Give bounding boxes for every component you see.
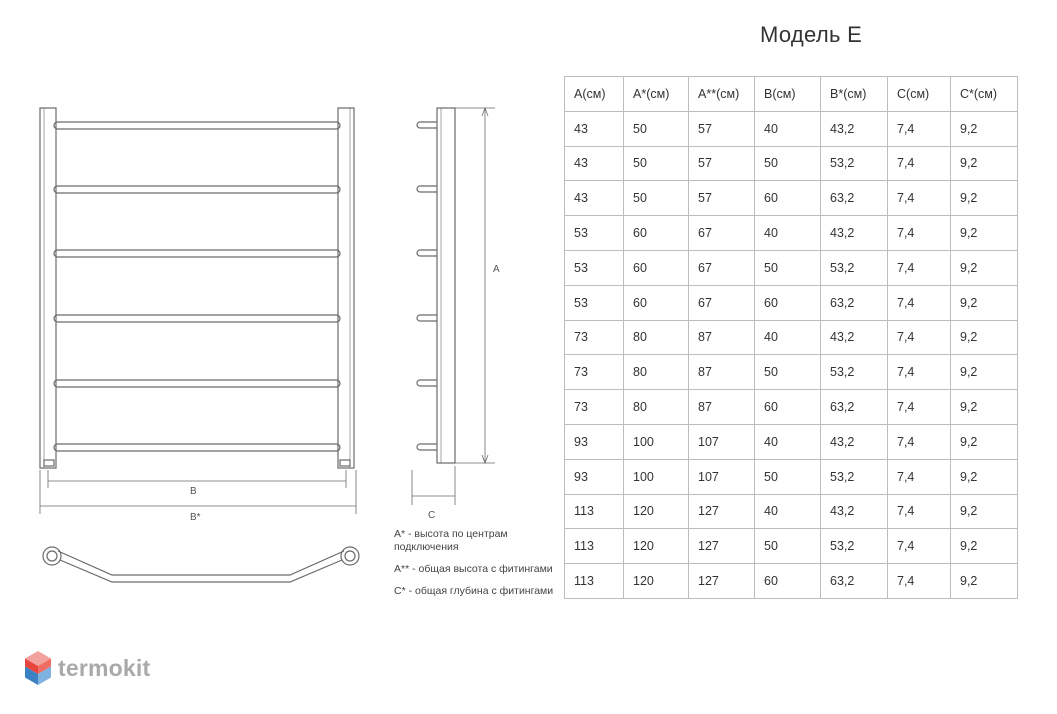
table-cell: 127 [689, 564, 755, 599]
table-cell: 40 [755, 494, 821, 529]
table-cell: 7,4 [888, 181, 951, 216]
table-row [565, 216, 1018, 251]
note-c-star: C* - общая глубина с фитингами [394, 585, 554, 597]
table-cell: 53 [565, 250, 624, 285]
table-row [565, 181, 1018, 216]
table-cell: 7,4 [888, 146, 951, 181]
table-cell: 7,4 [888, 250, 951, 285]
table-cell: 40 [755, 320, 821, 355]
table-cell: 43 [565, 111, 624, 146]
table-cell: 87 [689, 320, 755, 355]
front-view [40, 108, 356, 514]
table-cell: 93 [565, 424, 624, 459]
table-cell: 53 [565, 216, 624, 251]
table-row [565, 355, 1018, 390]
table-cell: 43 [565, 181, 624, 216]
table-cell: 60 [755, 564, 821, 599]
table-cell: 9,2 [951, 111, 1018, 146]
table-cell: 120 [624, 529, 689, 564]
table-cell: 93 [565, 459, 624, 494]
table-cell: 53,2 [821, 355, 888, 390]
table-cell: 9,2 [951, 320, 1018, 355]
table-cell: 7,4 [888, 355, 951, 390]
table-cell: 63,2 [821, 285, 888, 320]
table-cell: 57 [689, 181, 755, 216]
table-row [565, 250, 1018, 285]
table-cell: 43,2 [821, 424, 888, 459]
table-cell: 120 [624, 494, 689, 529]
table-cell: 53,2 [821, 146, 888, 181]
model-title: Модель E [760, 22, 863, 47]
table-cell: 57 [689, 111, 755, 146]
table-cell: 50 [755, 529, 821, 564]
table-cell: 113 [565, 494, 624, 529]
table-cell: 107 [689, 424, 755, 459]
note-a-star: A* - высота по центрам подключения [394, 528, 508, 553]
table-cell: 9,2 [951, 529, 1018, 564]
header-b: B(см) [755, 77, 821, 112]
logo-hexagon-icon [24, 650, 52, 686]
table-cell: 7,4 [888, 320, 951, 355]
table-cell: 53,2 [821, 459, 888, 494]
table-cell: 7,4 [888, 459, 951, 494]
table-cell: 60 [624, 250, 689, 285]
table-cell: 9,2 [951, 564, 1018, 599]
header-a-double-star: A**(см) [689, 77, 755, 112]
logo-text: termokit [58, 654, 151, 681]
table-cell: 60 [624, 216, 689, 251]
table-cell: 50 [755, 459, 821, 494]
table-cell: 80 [624, 355, 689, 390]
termokit-logo [24, 650, 150, 686]
table-cell: 50 [755, 355, 821, 390]
table-cell: 80 [624, 320, 689, 355]
table-cell: 67 [689, 250, 755, 285]
table-cell: 50 [755, 146, 821, 181]
table-cell: 43,2 [821, 494, 888, 529]
table-cell: 127 [689, 494, 755, 529]
table-cell: 43,2 [821, 320, 888, 355]
table-cell: 40 [755, 424, 821, 459]
table-cell: 60 [624, 285, 689, 320]
table-row [565, 529, 1018, 564]
table-cell: 73 [565, 320, 624, 355]
table-cell: 7,4 [888, 390, 951, 425]
table-cell: 57 [689, 146, 755, 181]
dimension-b-star-label: B* [190, 512, 201, 523]
side-view [412, 108, 495, 505]
table-cell: 9,2 [951, 250, 1018, 285]
table-cell: 113 [565, 529, 624, 564]
table-cell: 127 [689, 529, 755, 564]
notes [394, 528, 554, 607]
table-row [565, 285, 1018, 320]
dimension-c-label: C [428, 510, 436, 521]
table-cell: 50 [624, 146, 689, 181]
table-cell: 40 [755, 216, 821, 251]
table-row [565, 459, 1018, 494]
table-cell: 67 [689, 216, 755, 251]
table-cell: 9,2 [951, 146, 1018, 181]
table-cell: 100 [624, 424, 689, 459]
header-a-star: A*(см) [624, 77, 689, 112]
table-cell: 50 [624, 111, 689, 146]
table-cell: 7,4 [888, 216, 951, 251]
table-cell: 87 [689, 390, 755, 425]
dimensions-table [564, 76, 1018, 599]
dimension-a-label: A [493, 264, 500, 275]
rails [54, 122, 340, 451]
table-cell: 63,2 [821, 390, 888, 425]
header-b-star: B*(см) [821, 77, 888, 112]
table-cell: 73 [565, 390, 624, 425]
table-cell: 43 [565, 146, 624, 181]
top-view [43, 547, 359, 582]
table-cell: 50 [755, 250, 821, 285]
rail-stubs [417, 122, 437, 450]
note-a-double-star: A** - общая высота с фитингами [394, 563, 553, 575]
table-cell: 63,2 [821, 564, 888, 599]
table-cell: 9,2 [951, 181, 1018, 216]
table-row [565, 494, 1018, 529]
table-row [565, 320, 1018, 355]
table-cell: 80 [624, 390, 689, 425]
table-cell: 67 [689, 285, 755, 320]
table-cell: 9,2 [951, 459, 1018, 494]
table-cell: 53 [565, 285, 624, 320]
table-cell: 100 [624, 459, 689, 494]
table-cell: 7,4 [888, 285, 951, 320]
table-row [565, 146, 1018, 181]
table-cell: 9,2 [951, 494, 1018, 529]
table-cell: 43,2 [821, 111, 888, 146]
table-cell: 9,2 [951, 216, 1018, 251]
table-row [565, 564, 1018, 599]
table-cell: 120 [624, 564, 689, 599]
header-a: A(см) [565, 77, 624, 112]
table-cell: 9,2 [951, 355, 1018, 390]
table-cell: 40 [755, 111, 821, 146]
table-cell: 9,2 [951, 390, 1018, 425]
table-cell: 7,4 [888, 424, 951, 459]
table-row [565, 390, 1018, 425]
table-cell: 63,2 [821, 181, 888, 216]
table-cell: 7,4 [888, 494, 951, 529]
table-cell: 9,2 [951, 285, 1018, 320]
table-cell: 87 [689, 355, 755, 390]
header-c-star: C*(см) [951, 77, 1018, 112]
table-cell: 73 [565, 355, 624, 390]
table-cell: 107 [689, 459, 755, 494]
table-cell: 53,2 [821, 529, 888, 564]
table-cell: 7,4 [888, 564, 951, 599]
table-header-row [565, 77, 1018, 112]
right-post [338, 108, 354, 468]
table-cell: 43,2 [821, 216, 888, 251]
left-post [40, 108, 56, 468]
table-cell: 53,2 [821, 250, 888, 285]
table-cell: 50 [624, 181, 689, 216]
table-row [565, 111, 1018, 146]
header-c: C(см) [888, 77, 951, 112]
table-cell: 113 [565, 564, 624, 599]
table-cell: 7,4 [888, 529, 951, 564]
table-cell: 60 [755, 181, 821, 216]
table-row [565, 424, 1018, 459]
table-cell: 60 [755, 285, 821, 320]
table-cell: 7,4 [888, 111, 951, 146]
table-cell: 60 [755, 390, 821, 425]
dimension-b-label: B [190, 486, 197, 497]
table-cell: 9,2 [951, 424, 1018, 459]
